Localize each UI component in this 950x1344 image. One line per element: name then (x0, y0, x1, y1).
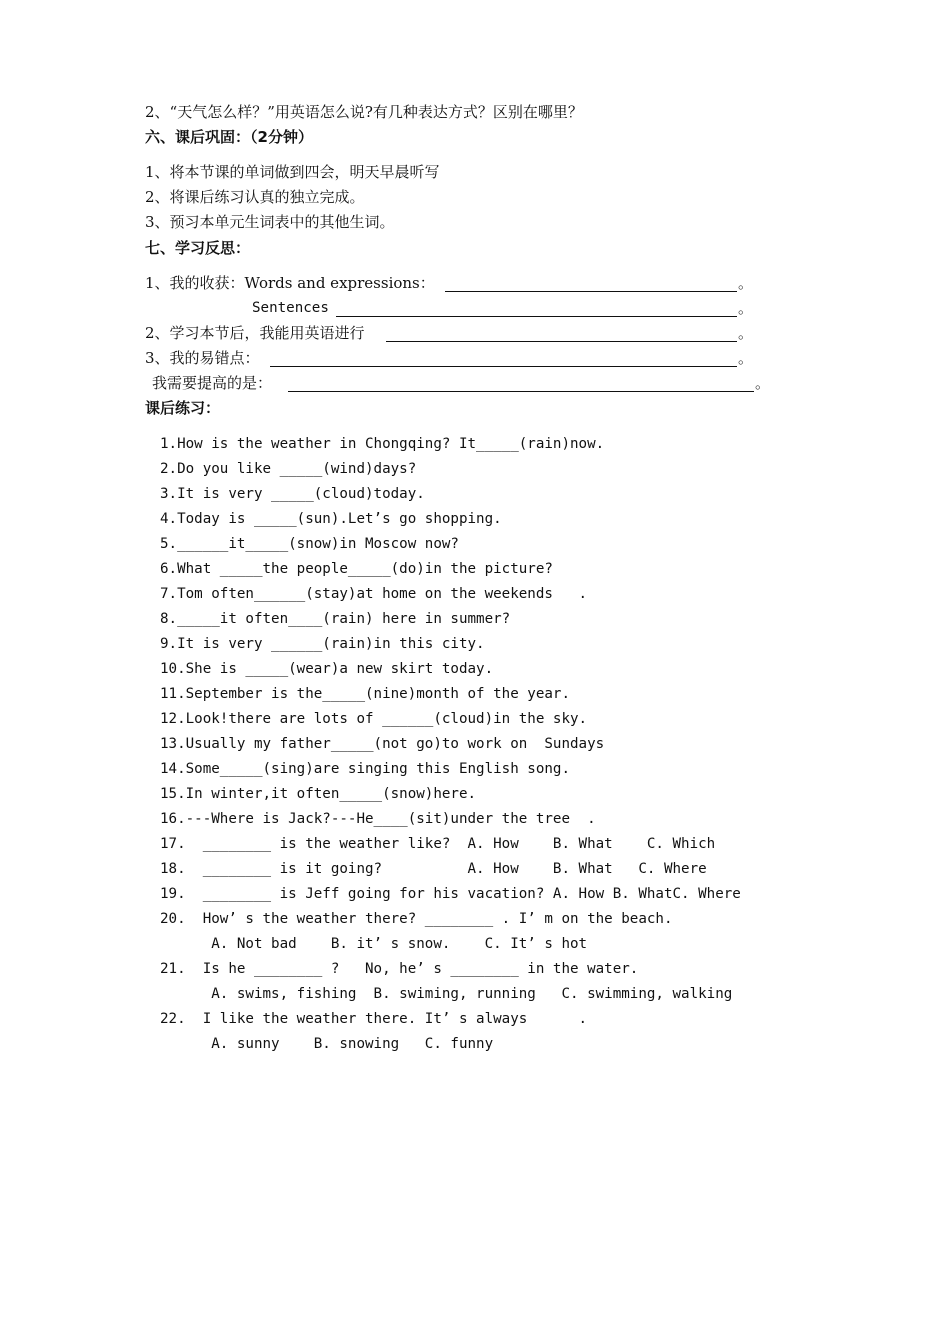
after-blank-line (386, 341, 737, 342)
errors-period: 。 (738, 349, 754, 367)
exercise-item: 10.She is _____(wear)a new skirt today. (160, 661, 494, 677)
improve-period: 。 (755, 374, 771, 392)
exercise-options: A. sunny B. snowing C. funny (160, 1036, 494, 1052)
gain-period: 。 (738, 274, 754, 292)
after-period: 。 (738, 324, 754, 342)
exercise-item: 16.---Where is Jack?---He____(sit)under the tree . (160, 811, 596, 827)
section7-heading: 七、学习反思： (145, 239, 251, 257)
section6-item: 3、预习本单元生词表中的其他生词。 (145, 213, 395, 231)
exercise-item: 13.Usually my father_____(not go)to work on Sundays (160, 736, 605, 752)
exercise-item: 4.Today is _____(sun).Let’s go shopping. (160, 511, 502, 527)
section6-item: 2、将课后练习认真的独立完成。 (145, 188, 365, 206)
exercise-item: 15.In winter,it often_____(snow)here. (160, 786, 477, 802)
section6-heading: 六、课后巩固：（2分钟） (145, 128, 313, 146)
sentences-label: Sentences (252, 300, 329, 316)
exercise-options: A. Not bad B. it’ s snow. C. It’ s hot (160, 936, 588, 952)
sentences-blank-line (336, 316, 737, 317)
exercise-item: 8._____it often____(rain) here in summer? (160, 611, 511, 627)
exercise-item: 19. ________ is Jeff going for his vacation? A. How B. WhatC. Where (160, 886, 741, 902)
exercise-item: 2.Do you like _____(wind)days? (160, 461, 417, 477)
exercise-item: 22. I like the weather there. It’ s always . (160, 1011, 588, 1027)
improve-blank-line (288, 391, 754, 392)
errors-label: 3、我的易错点： (145, 349, 260, 367)
exercise-item: 21. Is he ________ ? No, he’ s ________ in the water. (160, 961, 639, 977)
exercise-item: 9.It is very ______(rain)in this city. (160, 636, 485, 652)
exercise-item: 20. How’ s the weather there? ________ . I’ m on the beach. (160, 911, 673, 927)
exercise-item: 14.Some_____(sing)are singing this English song. (160, 761, 570, 777)
improve-label: 我需要提高的是： (152, 374, 273, 392)
gain-blank-line (445, 291, 737, 292)
gain-label: 1、我的收获：Words and expressions： (145, 274, 435, 292)
section6-item: 1、将本节课的单词做到四会，明天早晨听写 (145, 163, 440, 181)
exercise-item: 12.Look!there are lots of ______(cloud)in the sky. (160, 711, 588, 727)
exercise-item: 1.How is the weather in Chongqing? It_____(rain)now. (160, 436, 605, 452)
exercise-item: 18. ________ is it going? A. How B. What C. Where (160, 861, 707, 877)
exercise-item: 3.It is very _____(cloud)today. (160, 486, 425, 502)
top-question: 2、“天气怎么样？”用英语怎么说?有几种表达方式？区别在哪里？ (145, 103, 583, 121)
after-label: 2、学习本节后，我能用英语进行 (145, 324, 365, 342)
exercise-item: 17. ________ is the weather like? A. How B. What C. Which (160, 836, 716, 852)
sentences-period: 。 (738, 299, 754, 317)
exercise-item: 5.______it_____(snow)in Moscow now? (160, 536, 459, 552)
exercise-item: 6.What _____the people_____(do)in the picture? (160, 561, 553, 577)
exercises-heading: 课后练习： (145, 399, 221, 417)
exercise-item: 11.September is the_____(nine)month of the year. (160, 686, 570, 702)
exercise-item: 7.Tom often______(stay)at home on the weekends . (160, 586, 588, 602)
exercise-options: A. swims, fishing B. swiming, running C. swimming, walking (160, 986, 733, 1002)
errors-blank-line (270, 366, 737, 367)
